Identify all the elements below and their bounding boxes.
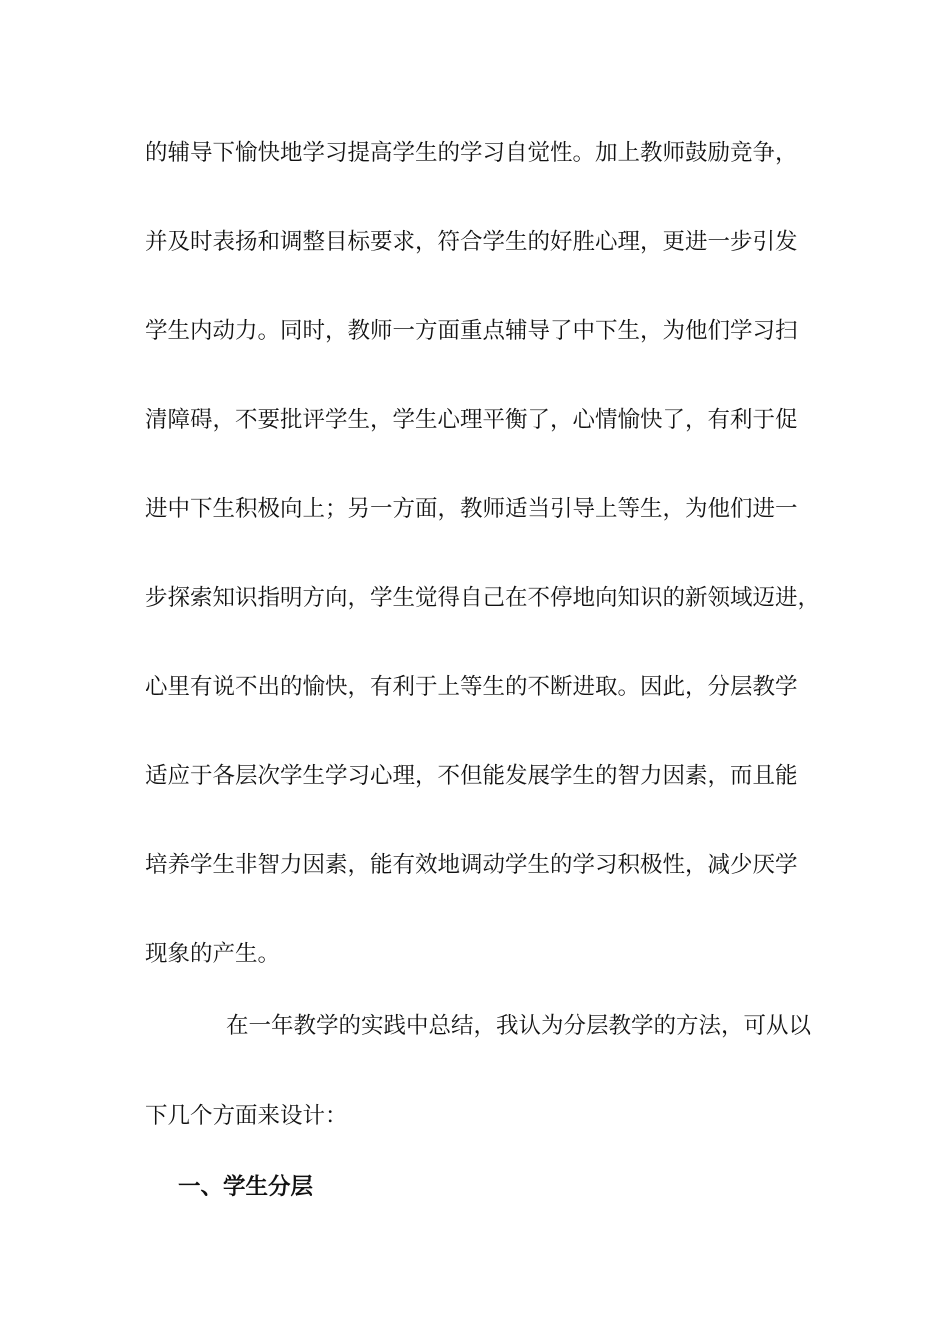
paragraph-line: 下几个方面来设计： [145, 1103, 348, 1129]
paragraph-line: 步探索知识指明方向，学生觉得自己在不停地向知识的新领域迈进， [145, 585, 821, 611]
paragraph-line: 适应于各层次学生学习心理，不但能发展学生的智力因素，而且能 [145, 763, 798, 789]
paragraph-line: 心里有说不出的愉快，有利于上等生的不断进取。因此，分层教学 [145, 674, 798, 700]
paragraph-line: 学生内动力。同时，教师一方面重点辅导了中下生，为他们学习扫 [145, 318, 798, 344]
section-heading: 一、学生分层 [178, 1174, 314, 1200]
paragraph-line: 的辅导下愉快地学习提高学生的学习自觉性。加上教师鼓励竞争， [145, 140, 798, 166]
paragraph-line: 并及时表扬和调整目标要求，符合学生的好胜心理，更进一步引发 [145, 229, 798, 255]
paragraph-line: 清障碍，不要批评学生，学生心理平衡了，心情愉快了，有利于促 [145, 407, 798, 433]
paragraph-line: 培养学生非智力因素，能有效地调动学生的学习积极性，减少厌学 [145, 852, 798, 878]
paragraph-line: 在一年教学的实践中总结，我认为分层教学的方法，可从以 [226, 1013, 812, 1039]
paragraph-line: 进中下生积极向上；另一方面，教师适当引导上等生，为他们进一 [145, 496, 798, 522]
paragraph-line: 现象的产生。 [145, 941, 281, 967]
